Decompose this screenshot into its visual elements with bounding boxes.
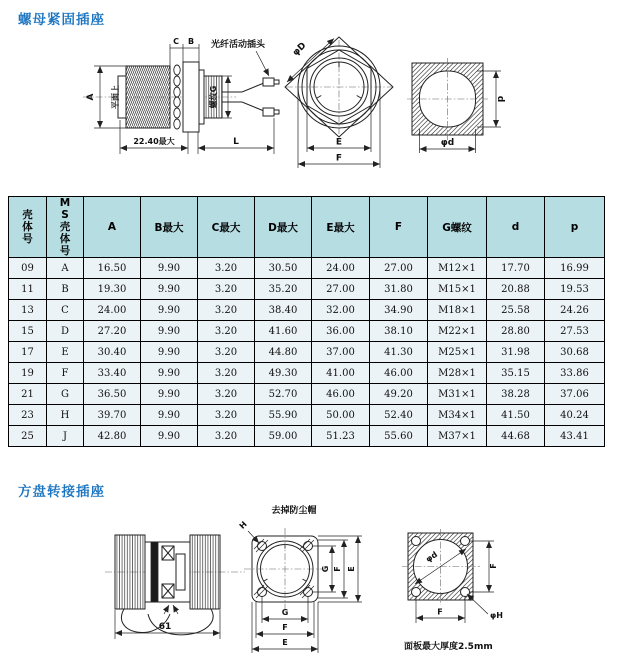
table-cell: 9.90 bbox=[141, 258, 198, 279]
spec-table-body bbox=[9, 258, 605, 447]
dim-label-phi-h: φH bbox=[490, 611, 503, 620]
dim-label-f-bottom: F bbox=[437, 607, 443, 617]
col-header-7: F bbox=[370, 197, 428, 258]
table-row bbox=[9, 279, 605, 300]
dim-label-p: p bbox=[496, 95, 506, 103]
dim-label-bottom-e: E bbox=[282, 638, 288, 647]
table-cell: 09 bbox=[9, 258, 47, 279]
table-cell: 38.28 bbox=[487, 384, 545, 405]
dim-label-f: F bbox=[335, 153, 343, 164]
table-cell: 24.00 bbox=[312, 258, 370, 279]
figure-nut-panel-cutout bbox=[404, 54, 509, 159]
table-cell: 37.06 bbox=[545, 384, 605, 405]
table-cell: G bbox=[47, 384, 84, 405]
table-cell: J bbox=[47, 426, 84, 447]
table-cell: 36.00 bbox=[312, 321, 370, 342]
col-header-4: C最大 bbox=[198, 197, 255, 258]
table-cell: M37×1 bbox=[428, 426, 487, 447]
col-header-3: B最大 bbox=[141, 197, 198, 258]
table-cell: 9.90 bbox=[141, 300, 198, 321]
dim-label-phi-d: φD bbox=[290, 40, 309, 59]
col-header-5: D最大 bbox=[255, 197, 312, 258]
table-cell: 19 bbox=[9, 363, 47, 384]
table-cell: 13 bbox=[9, 300, 47, 321]
table-cell: 3.20 bbox=[198, 363, 255, 384]
table-cell: 21 bbox=[9, 384, 47, 405]
dim-label-right-f: F bbox=[333, 566, 342, 572]
table-cell: 27.20 bbox=[84, 321, 141, 342]
figure-square-side-view bbox=[100, 519, 250, 657]
dim-label-c: C bbox=[173, 37, 179, 46]
table-cell: M25×1 bbox=[428, 342, 487, 363]
table-cell: 30.68 bbox=[545, 342, 605, 363]
table-cell: 52.40 bbox=[370, 405, 428, 426]
table-cell: 43.41 bbox=[545, 426, 605, 447]
table-cell: 46.00 bbox=[312, 384, 370, 405]
table-cell: M34×1 bbox=[428, 405, 487, 426]
table-cell: 11 bbox=[9, 279, 47, 300]
table-cell: 27.00 bbox=[370, 258, 428, 279]
table-row bbox=[9, 405, 605, 426]
col-header-1: MS壳体号 bbox=[47, 197, 84, 258]
table-cell: 3.20 bbox=[198, 300, 255, 321]
table-cell: 49.30 bbox=[255, 363, 312, 384]
table-cell: 32.00 bbox=[312, 300, 370, 321]
table-cell: F bbox=[47, 363, 84, 384]
table-row bbox=[9, 363, 605, 384]
table-cell: 52.70 bbox=[255, 384, 312, 405]
table-cell: 9.90 bbox=[141, 279, 198, 300]
dim-label-right-g: G bbox=[321, 565, 330, 573]
table-cell: 28.80 bbox=[487, 321, 545, 342]
table-cell: M28×1 bbox=[428, 363, 487, 384]
table-cell: B bbox=[47, 279, 84, 300]
table-cell: 42.80 bbox=[84, 426, 141, 447]
dim-label-l: L bbox=[233, 137, 239, 147]
col-header-8: G螺纹 bbox=[428, 197, 487, 258]
dim-label-phi-d2: φd bbox=[424, 549, 440, 565]
adapter-body bbox=[115, 535, 220, 609]
table-cell: 3.20 bbox=[198, 405, 255, 426]
table-cell: A bbox=[47, 258, 84, 279]
panel-thickness-note: 面板最大厚度2.5mm bbox=[404, 642, 493, 652]
table-cell: 55.60 bbox=[370, 426, 428, 447]
table-cell: 31.80 bbox=[370, 279, 428, 300]
table-row bbox=[9, 321, 605, 342]
table-cell: 17 bbox=[9, 342, 47, 363]
figure-nut-side-view bbox=[28, 36, 286, 166]
table-cell: 3.20 bbox=[198, 342, 255, 363]
table-cell: 9.90 bbox=[141, 384, 198, 405]
table-cell: 39.70 bbox=[84, 405, 141, 426]
dim-label-bottom-g: G bbox=[281, 608, 289, 617]
table-cell: M22×1 bbox=[428, 321, 487, 342]
table-cell: 59.00 bbox=[255, 426, 312, 447]
dim-label-2240: 22.40最大 bbox=[133, 137, 175, 146]
col-header-6: E最大 bbox=[312, 197, 370, 258]
table-cell: D bbox=[47, 321, 84, 342]
table-cell: 38.10 bbox=[370, 321, 428, 342]
col-header-9: d bbox=[487, 197, 545, 258]
dim-label-bottom-f: F bbox=[282, 623, 288, 632]
table-cell: C bbox=[47, 300, 84, 321]
table-cell: 30.40 bbox=[84, 342, 141, 363]
table-cell: 37.00 bbox=[312, 342, 370, 363]
table-cell: 27.00 bbox=[312, 279, 370, 300]
table-cell: 17.70 bbox=[487, 258, 545, 279]
plane-label: 平面上 bbox=[111, 85, 120, 109]
table-cell: 3.20 bbox=[198, 321, 255, 342]
table-cell: 24.26 bbox=[545, 300, 605, 321]
table-cell: 30.50 bbox=[255, 258, 312, 279]
table-cell: 20.88 bbox=[487, 279, 545, 300]
table-cell: M12×1 bbox=[428, 258, 487, 279]
table-cell: 15 bbox=[9, 321, 47, 342]
table-cell: 24.00 bbox=[84, 300, 141, 321]
connector-body bbox=[118, 62, 222, 132]
section-title-nut: 螺母紧固插座 bbox=[18, 12, 105, 28]
table-cell: 41.60 bbox=[255, 321, 312, 342]
thread-g-label: 螺纹G bbox=[209, 85, 218, 109]
table-cell: M31×1 bbox=[428, 384, 487, 405]
table-cell: 41.00 bbox=[312, 363, 370, 384]
table-cell: 19.53 bbox=[545, 279, 605, 300]
table-cell: 3.20 bbox=[198, 426, 255, 447]
table-cell: 27.53 bbox=[545, 321, 605, 342]
table-cell: M15×1 bbox=[428, 279, 487, 300]
table-cell: 16.50 bbox=[84, 258, 141, 279]
table-cell: 46.00 bbox=[370, 363, 428, 384]
table-cell: 33.86 bbox=[545, 363, 605, 384]
table-cell: 3.20 bbox=[198, 279, 255, 300]
table-cell: 31.98 bbox=[487, 342, 545, 363]
dim-label-61: 61 bbox=[158, 622, 172, 632]
spec-table bbox=[8, 196, 605, 447]
dim-label-phi-small-d: φd bbox=[440, 138, 455, 148]
table-cell: 51.23 bbox=[312, 426, 370, 447]
table-cell: M18×1 bbox=[428, 300, 487, 321]
table-cell: 40.24 bbox=[545, 405, 605, 426]
table-row bbox=[9, 384, 605, 405]
figure-square-panel-cutout bbox=[396, 528, 526, 660]
table-row bbox=[9, 342, 605, 363]
table-cell: 3.20 bbox=[198, 384, 255, 405]
table-cell: 44.80 bbox=[255, 342, 312, 363]
table-cell: 49.20 bbox=[370, 384, 428, 405]
dust-cap-label: 去掉防尘帽 bbox=[271, 506, 317, 516]
section-title-square: 方盘转接插座 bbox=[18, 484, 105, 500]
table-cell: 41.50 bbox=[487, 405, 545, 426]
table-cell: 9.90 bbox=[141, 321, 198, 342]
table-cell: 41.30 bbox=[370, 342, 428, 363]
table-cell: 25.58 bbox=[487, 300, 545, 321]
table-cell: 44.68 bbox=[487, 426, 545, 447]
table-cell: 38.40 bbox=[255, 300, 312, 321]
table-header-row bbox=[9, 197, 605, 258]
table-cell: 33.40 bbox=[84, 363, 141, 384]
table-cell: 3.20 bbox=[198, 258, 255, 279]
dim-label-right-e: E bbox=[347, 566, 356, 572]
table-cell: 55.90 bbox=[255, 405, 312, 426]
table-cell: H bbox=[47, 405, 84, 426]
table-cell: 19.30 bbox=[84, 279, 141, 300]
table-cell: 36.50 bbox=[84, 384, 141, 405]
col-header-2: A bbox=[84, 197, 141, 258]
fiber-plug-label: 光纤活动插头 bbox=[210, 40, 266, 50]
table-cell: 35.15 bbox=[487, 363, 545, 384]
table-cell: 16.99 bbox=[545, 258, 605, 279]
table-row bbox=[9, 258, 605, 279]
table-cell: 9.90 bbox=[141, 405, 198, 426]
table-row bbox=[9, 300, 605, 321]
table-cell: 50.00 bbox=[312, 405, 370, 426]
dim-label-h: H bbox=[238, 519, 249, 531]
col-header-10: p bbox=[545, 197, 605, 258]
table-cell: 23 bbox=[9, 405, 47, 426]
table-cell: 25 bbox=[9, 426, 47, 447]
table-cell: 9.90 bbox=[141, 426, 198, 447]
dim-label-a: A bbox=[86, 93, 96, 101]
table-cell: E bbox=[47, 342, 84, 363]
table-cell: 9.90 bbox=[141, 342, 198, 363]
figure-square-front-view bbox=[238, 498, 383, 662]
table-cell: 35.20 bbox=[255, 279, 312, 300]
wires-and-terminals bbox=[222, 78, 279, 116]
figure-nut-front-view bbox=[284, 36, 399, 176]
dim-label-e: E bbox=[335, 137, 343, 148]
table-cell: 9.90 bbox=[141, 363, 198, 384]
col-header-0: 壳体号 bbox=[9, 197, 47, 258]
table-row bbox=[9, 426, 605, 447]
dim-label-f-right: F bbox=[489, 563, 498, 569]
dim-label-b: B bbox=[187, 37, 195, 46]
table-cell: 34.90 bbox=[370, 300, 428, 321]
